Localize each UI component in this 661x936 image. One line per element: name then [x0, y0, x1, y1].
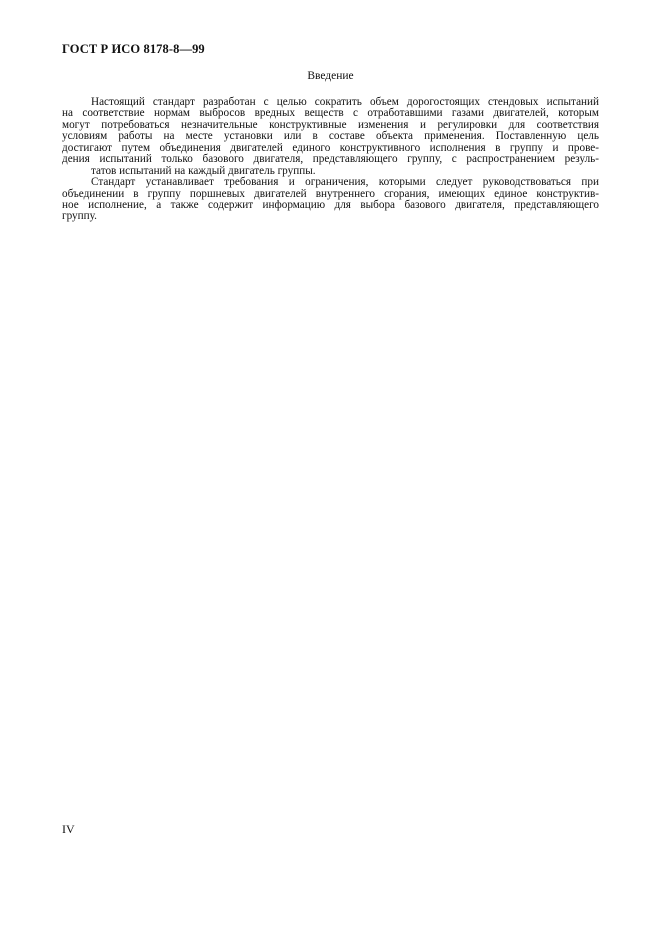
paragraph-line: на соответствие нормам выбросов вредных веществ с отработавшими газами двигателей, которым — [62, 107, 599, 120]
paragraph-line: достигают путем объединения двигателей единого конструктивного исполнения в группу и прове- — [62, 141, 599, 154]
paragraph-line: ное исполнение, а также содержит информацию для выбора базового двигателя, представляющего — [62, 198, 599, 211]
paragraph-purpose — [62, 97, 599, 177]
document-code-header: ГОСТ Р ИСО 8178-8—99 — [62, 42, 205, 56]
paragraph-line: татов испытаний на каждый двигатель группы. — [91, 164, 316, 177]
page-number: IV — [62, 822, 75, 836]
paragraph-line: Настоящий стандарт разработан с целью сократить объем дорогостоящих стендовых испытаний — [91, 96, 599, 108]
paragraph-requirements — [62, 177, 599, 223]
paragraph-line: могут потребоваться незначительные конструктивные изменения и регулировки для соответствия — [62, 118, 599, 131]
document-body — [62, 97, 599, 223]
paragraph-line: дения испытаний только базового двигателя, представляющего группу, с распространением резуль- — [62, 153, 599, 166]
paragraph-line: объединении в группу поршневых двигателей внутреннего сгорания, имеющих единое конструктив- — [62, 187, 599, 200]
section-title: Введение — [307, 70, 354, 82]
paragraph-line: группу. — [62, 210, 97, 223]
paragraph-line: Стандарт устанавливает требования и ограничения, которыми следует руководствоваться при — [91, 176, 599, 189]
paragraph-line: условиям работы на месте установки или в составе объекта применения. Поставленную цель — [62, 130, 599, 143]
